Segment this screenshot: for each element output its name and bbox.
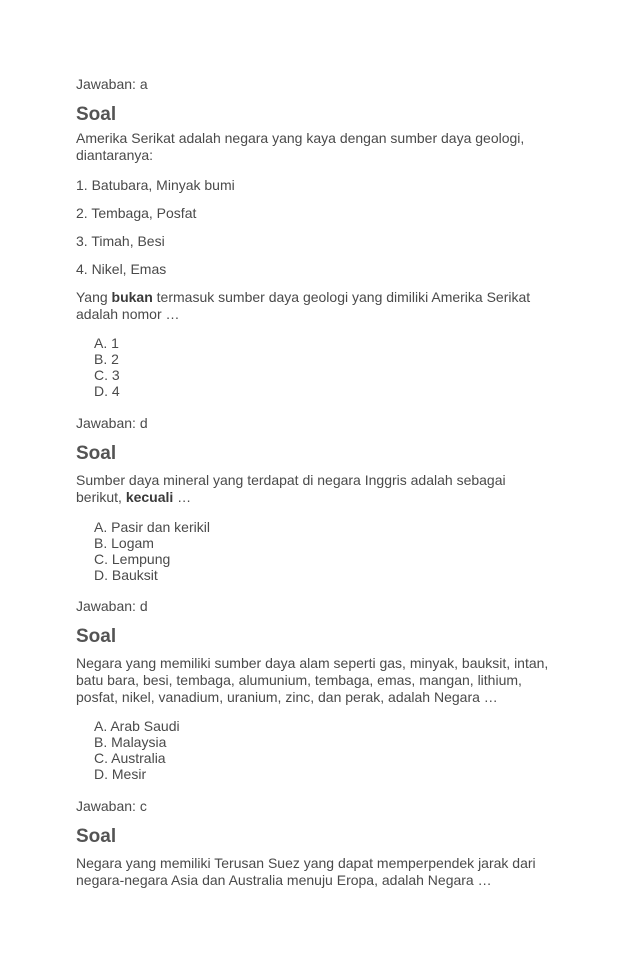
answer-line: Jawaban: d <box>76 415 148 431</box>
question-text: Negara yang memiliki Terusan Suez yang dapat memperpendek jarak dari negara-negara Asia dan Australia menuju Eropa, adalah Negara … <box>76 855 536 888</box>
option-list <box>76 718 180 782</box>
answer-line: Jawaban: c <box>76 798 147 814</box>
option-list <box>76 519 210 583</box>
option-c: C. 3 <box>94 367 120 383</box>
question-text <box>76 472 536 506</box>
option-a: A. Pasir dan kerikil <box>94 519 210 535</box>
question-heading: Soal <box>76 443 117 464</box>
question-text-part: termasuk sumber daya geologi yang dimiliki Amerika Serikat adalah nomor … <box>76 289 531 322</box>
question-text-part: … <box>173 489 192 505</box>
list-item: 1. Batubara, Minyak bumi <box>76 177 235 193</box>
option-d: D. Bauksit <box>94 567 158 583</box>
question-text-part: Yang <box>76 289 112 305</box>
list-item: 4. Nikel, Emas <box>76 261 167 277</box>
option-a: A. Arab Saudi <box>94 718 180 734</box>
question-emphasis: bukan <box>111 289 153 305</box>
answer-line: Jawaban: a <box>76 76 148 92</box>
option-b: B. 2 <box>94 351 119 367</box>
question-intro: Amerika Serikat adalah negara yang kaya dengan sumber daya geologi, diantaranya: <box>76 130 525 163</box>
question-text-part: Sumber daya mineral yang terdapat di negara Inggris adalah sebagai berikut, <box>76 472 506 505</box>
list-item: 2. Tembaga, Posfat <box>76 205 197 221</box>
option-d: D. 4 <box>94 383 120 399</box>
option-a: A. 1 <box>94 335 119 351</box>
option-c: C. Australia <box>94 750 166 766</box>
option-d: D. Mesir <box>94 766 147 782</box>
question-heading: Soal <box>76 826 117 847</box>
question-emphasis: kecuali <box>125 489 174 505</box>
option-b: B. Malaysia <box>94 734 167 750</box>
option-c: C. Lempung <box>94 551 171 567</box>
question-text <box>76 289 556 323</box>
question-heading: Soal <box>76 104 117 125</box>
question-text: Negara yang memiliki sumber daya alam seperti gas, minyak, bauksit, intan, batu bara, besi, tembaga, alumunium, tembaga, emas, mangan, lithium, posfat, nikel, vanadium, uranium, zinc, dan perak, adalah Negara … <box>76 655 549 705</box>
option-b: B. Logam <box>94 535 154 551</box>
option-list <box>76 335 120 399</box>
list-item: 3. Timah, Besi <box>76 233 165 249</box>
answer-line: Jawaban: d <box>76 598 148 614</box>
question-heading: Soal <box>76 626 117 647</box>
